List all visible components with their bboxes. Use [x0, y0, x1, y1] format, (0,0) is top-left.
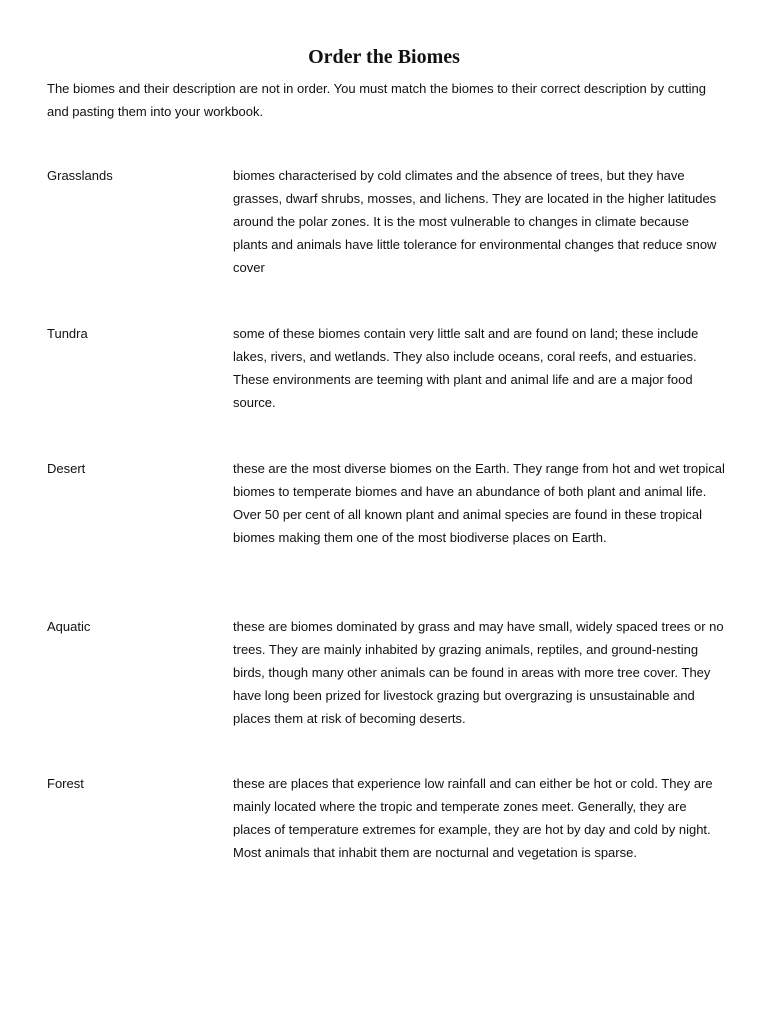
- biome-description: biomes characterised by cold climates and the absence of trees, but they have grasses, dwarf shrubs, mosses, and lichens. They are located in the higher latitudes around the polar zones. It is the most vulnerable to changes in climate because plants and animals have little tolerance for environmental changes that reduce snow cover: [233, 168, 717, 275]
- biome-row: [47, 615, 737, 772]
- biome-name: Tundra: [47, 326, 88, 341]
- biome-name: Grasslands: [47, 168, 113, 183]
- biome-row: [47, 164, 737, 322]
- biome-row: [47, 772, 737, 902]
- page-title: Order the Biomes: [308, 46, 460, 68]
- biome-name: Forest: [47, 776, 84, 791]
- biome-name: Desert: [47, 461, 86, 476]
- biome-list: [47, 164, 737, 902]
- biome-row: [47, 322, 737, 457]
- biome-description: these are biomes dominated by grass and may have small, widely spaced trees or no trees. They are mainly inhabited by grazing animals, reptiles, and ground-nesting birds, though many other animals can be found in areas with more tree cover. They have long been prized for livestock grazing but overgrazing is unsustainable and places them at risk of becoming deserts.: [233, 619, 724, 726]
- biome-description: these are places that experience low rainfall and can either be hot or cold. They are mainly located where the tropic and temperate zones meet. Generally, they are places of temperature extremes for example, they are hot by day and cold by night. Most animals that inhabit them are nocturnal and vegetation is sparse.: [233, 776, 713, 860]
- biome-description: some of these biomes contain very little salt and are found on land; these include lakes, rivers, and wetlands. They also include oceans, coral reefs, and estuaries. These environments are teeming with plant and animal life and are a major food source.: [233, 326, 699, 410]
- biome-description: these are the most diverse biomes on the Earth. They range from hot and wet tropical biomes to temperate biomes and have an abundance of both plant and animal life. Over 50 per cent of all known plant and animal species are found in these tropical biomes making them one of the most biodiverse places on Earth.: [233, 461, 725, 545]
- instructions-text: The biomes and their description are not in order. You must match the biomes to their correct description by cutting and pasting them into your workbook.: [47, 81, 707, 119]
- biome-row: [47, 457, 737, 615]
- biome-name: Aquatic: [47, 619, 91, 634]
